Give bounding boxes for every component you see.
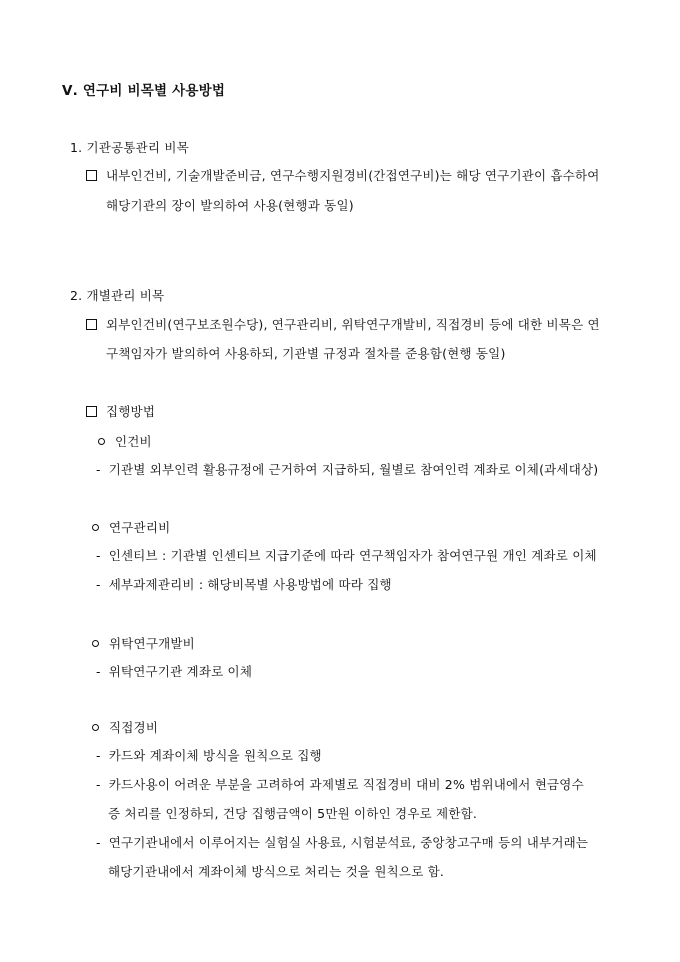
section-title: Ⅴ. 연구비 비목별 사용방법	[62, 83, 226, 99]
circle-bullet-icon	[98, 438, 105, 445]
direct-detail-text: 연구기관내에서 이루어지는 실험실 사용료, 시험분석료, 중앙창고구매 등의 내부거래는	[108, 835, 589, 850]
labor-title	[98, 432, 152, 450]
circle-bullet-icon	[92, 640, 99, 647]
mgmt-detail-2: - 세부과제관리비 : 해당비목별 사용방법에 따라 집행	[96, 577, 392, 592]
s2-title: 2. 개별관리 비목	[70, 288, 165, 303]
direct-detail-2b: 증 처리를 인정하되, 건당 집행금액이 5만원 이하인 경우로 제한함.	[108, 806, 478, 821]
direct-title	[92, 718, 158, 736]
checkbox-square-icon	[86, 170, 97, 181]
direct-detail-3b: 해당기관내에서 계좌이체 방식으로 처리는 것을 원칙으로 함.	[108, 864, 445, 879]
checkbox-square-icon	[86, 406, 97, 417]
labor-detail-1: - 기관별 외부인력 활용규정에 근거하여 지급하되, 월별로 참여인력 계좌로 이체(과세대상)	[96, 462, 599, 477]
s1-title: 1. 기관공통관리 비목	[70, 140, 189, 155]
s1-item-text: 내부인건비, 기술개발준비금, 연구수행지원경비(간접연구비)는 해당 연구기관이 흡수하여	[106, 168, 600, 183]
exec-title-text: 집행방법	[106, 404, 156, 419]
outsourced-title	[92, 634, 195, 652]
checkbox-square-icon	[86, 319, 97, 330]
s2-item-line2: 구책임자가 발의하여 사용하되, 기관별 규정과 절차를 준용함(현행 동일)	[106, 346, 506, 361]
s2-item-line1	[86, 315, 600, 333]
mgmt-title-text: 연구관리비	[109, 520, 171, 535]
direct-detail-text: 카드사용이 어려운 부분을 고려하여 과제별로 직접경비 대비 2% 범위내에서 현금영수	[108, 777, 584, 792]
outsourced-detail-text: 위탁연구기관 계좌로 이체	[108, 664, 253, 679]
mgmt-detail-text: 인센티브 : 기관별 인센티브 지급기준에 따라 연구책임자가 참여연구원 개인 계좌로 이체	[108, 548, 597, 563]
mgmt-detail-1: - 인센티브 : 기관별 인센티브 지급기준에 따라 연구책임자가 참여연구원 개인 계좌로 이체	[96, 548, 597, 563]
direct-detail-1: - 카드와 계좌이체 방식을 원칙으로 집행	[96, 748, 322, 763]
mgmt-detail-text: 세부과제관리비 : 해당비목별 사용방법에 따라 집행	[108, 577, 392, 592]
direct-detail-2a: - 카드사용이 어려운 부분을 고려하여 과제별로 직접경비 대비 2% 범위내에서 현금영수	[96, 777, 584, 792]
labor-detail-text: 기관별 외부인력 활용규정에 근거하여 지급하되, 월별로 참여인력 계좌로 이체(과세대상)	[108, 462, 599, 477]
direct-title-text: 직접경비	[109, 720, 159, 735]
direct-detail-text: 카드와 계좌이체 방식을 원칙으로 집행	[108, 748, 322, 763]
direct-detail-3a: - 연구기관내에서 이루어지는 실험실 사용료, 시험분석료, 중앙창고구매 등의 내부거래는	[96, 835, 589, 850]
circle-bullet-icon	[92, 524, 99, 531]
s2-item-text: 외부인건비(연구보조원수당), 연구관리비, 위탁연구개발비, 직접경비 등에 대한 비목은 연	[106, 317, 600, 332]
outsourced-title-text: 위탁연구개발비	[109, 636, 195, 651]
s1-item-line1	[86, 166, 600, 184]
outsourced-detail-1: - 위탁연구기관 계좌로 이체	[96, 664, 253, 679]
mgmt-title	[92, 518, 170, 536]
s1-item-line2: 해당기관의 장이 발의하여 사용(현행과 동일)	[106, 198, 354, 213]
circle-bullet-icon	[92, 724, 99, 731]
labor-title-text: 인건비	[115, 434, 152, 449]
exec-title	[86, 402, 155, 420]
